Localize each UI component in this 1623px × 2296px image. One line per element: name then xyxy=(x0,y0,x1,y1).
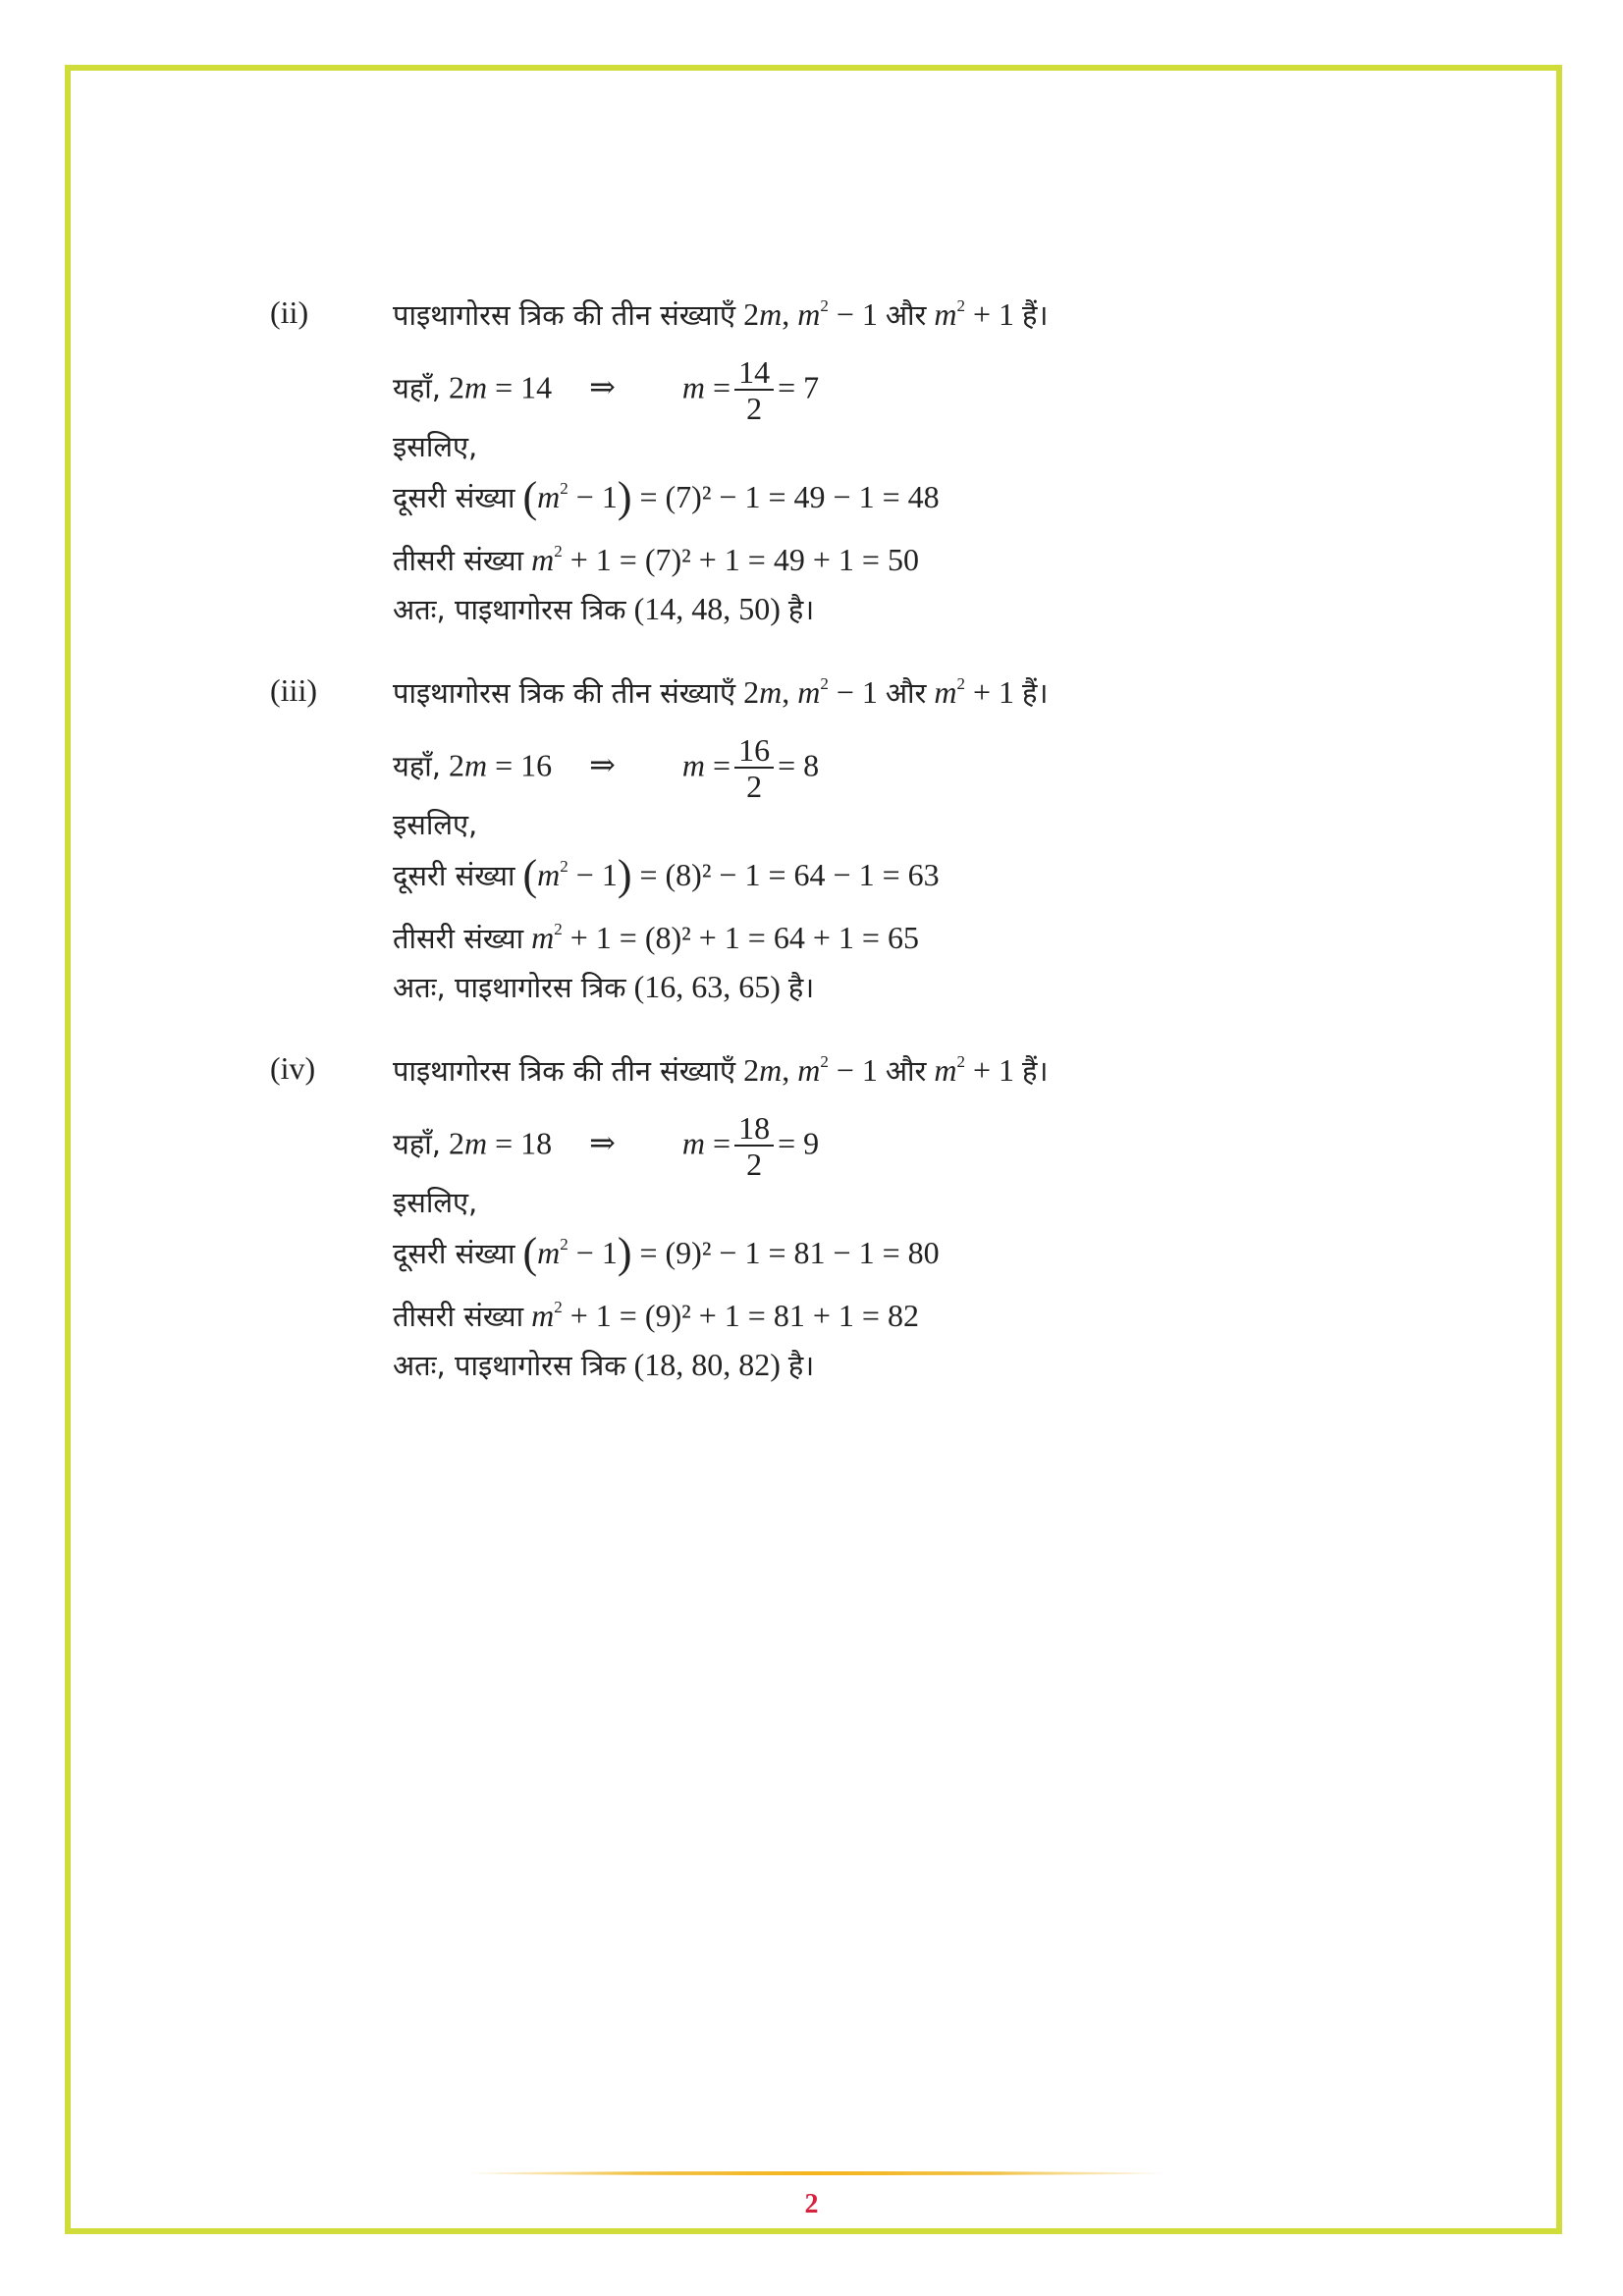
conclusion-line: अतः, पाइथागोरस त्रिक (18, 80, 82) है। xyxy=(393,1347,815,1382)
second-number-line: दूसरी संख्या $(m^2 - 1) = (8)^2 - 1 = 64 - 1 = 63$ xyxy=(393,851,940,899)
second-number-line: दूसरी संख्या $(m^2 - 1) = (9)^2 - 1 = 81 - 1 = 80$ xyxy=(393,1229,940,1277)
page-number: 2 xyxy=(804,2189,819,2219)
given-line: यहाँ, 2m = 16 ⇒ m = $\frac{16}{2}$ = 8 xyxy=(393,732,820,804)
statement-line: पाइथागोरस त्रिक की तीन संख्याएँ 2m, $m^2 - 1$ और $m^2 + 1$ हैं। xyxy=(393,674,1049,710)
part-label: (iii) xyxy=(270,672,317,708)
part-label: (ii) xyxy=(270,294,309,330)
third-number-line: तीसरी संख्या $m^2 + 1 = (8)^2 + 1 = 64 + 1 = 65$ xyxy=(393,920,919,955)
therefore-line: इसलिए, xyxy=(393,430,478,463)
conclusion-line: अतः, पाइथागोरस त्रिक (14, 48, 50) है। xyxy=(393,591,815,626)
conclusion-line: अतः, पाइथागोरस त्रिक (16, 63, 65) है। xyxy=(393,969,815,1004)
given-line: यहाँ, 2m = 14 ⇒ m = $\frac{14}{2}$ = 7 xyxy=(393,354,820,426)
third-number-line: तीसरी संख्या $m^2 + 1 = (7)^2 + 1 = 49 + 1 = 50$ xyxy=(393,542,919,577)
second-number-line: दूसरी संख्या $(m^2 - 1) = (7)^2 - 1 = 49 - 1 = 48$ xyxy=(393,473,940,521)
part-label: (iv) xyxy=(270,1050,316,1086)
given-line: यहाँ, 2m = 18 ⇒ m = $\frac{18}{2}$ = 9 xyxy=(393,1110,820,1182)
third-number-line: तीसरी संख्या $m^2 + 1 = (9)^2 + 1 = 81 + 1 = 82$ xyxy=(393,1298,919,1333)
therefore-line: इसलिए, xyxy=(393,1186,478,1219)
therefore-line: इसलिए, xyxy=(393,808,478,841)
footer-divider xyxy=(461,2171,1168,2175)
statement-line: पाइथागोरस त्रिक की तीन संख्याएँ 2m, $m^2 - 1$ और $m^2 + 1$ हैं। xyxy=(393,1052,1049,1088)
statement-line: पाइथागोरस त्रिक की तीन संख्याएँ 2m, $m^2 - 1$ और $m^2 + 1$ हैं। xyxy=(393,296,1049,332)
